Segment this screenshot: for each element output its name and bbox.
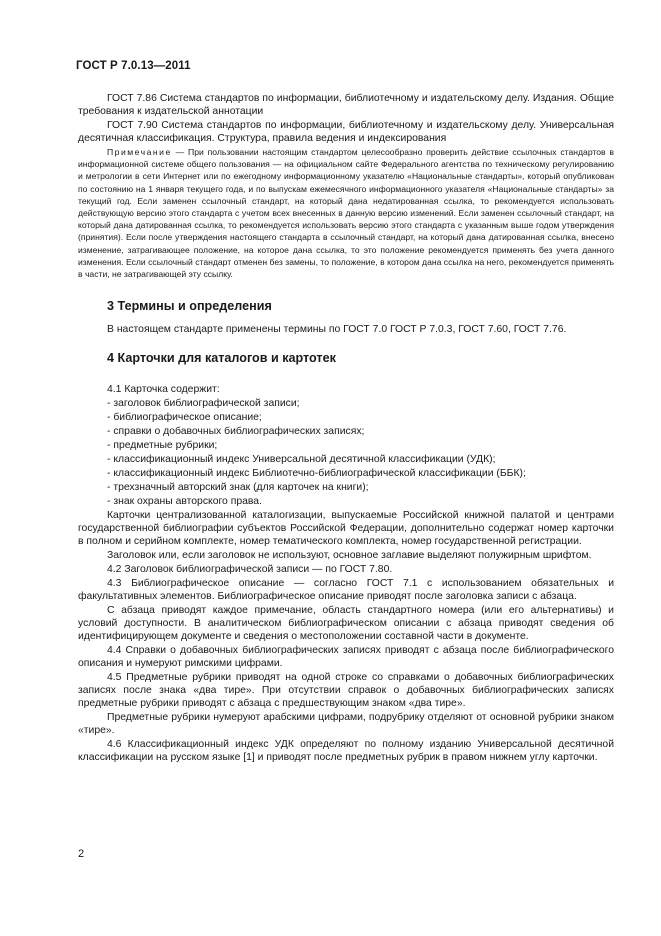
note-lead: Примечание <box>107 147 172 157</box>
list-item: - знак охраны авторского права. <box>107 496 262 507</box>
paragraph-subject-numbering: Предметные рубрики нумеруют арабскими цифрами, подрубрику отделяют от основной рубрики знаком «тире». <box>78 712 614 736</box>
reference-gost-7-90: ГОСТ 7.90 Система стандартов по информации, библиотечному и издательскому делу. Универсальная десятичная классификация. Структура, правила ведения и индексирования <box>78 120 614 144</box>
list-item: - классификационный индекс Универсальной десятичной классификации (УДК); <box>107 454 496 465</box>
paragraph-bold-heading: Заголовок или, если заголовок не используют, основное заглавие выделяют полужирным шрифтом. <box>107 550 592 561</box>
list-item: - предметные рубрики; <box>107 440 218 451</box>
paragraph-centralized-cataloging: Карточки централизованной каталогизации, выпускаемые Российской книжной палатой и центрами государственной библиографии субъектов Российской Федерации, дополнительно содержат номер карточки в полном и серийном комплекте, номер тематического комплекта, номер государственной регистрации. <box>78 510 614 547</box>
normative-note <box>78 146 614 280</box>
clause-4-5: 4.5 Предметные рубрики приводят на одной строке со справками о добавочных библиографических записях после знака «два тире». При отсутствии справок о добавочных библиографических записях предметные рубрики приводят с абзаца с предшествующим знаком «два тире». <box>78 672 614 709</box>
reference-gost-7-86: ГОСТ 7.86 Система стандартов по информации, библиотечному и издательскому делу. Издания. Общие требования к издательской аннотации <box>78 93 614 117</box>
note-text: — При пользовании настоящим стандартом целесообразно проверить действие ссылочных стандартов в информационной системе общего пользования — на официальном сайте Федерального агентства по техническому регулированию и метрологии в сети Интернет или по ежегодному информационному указателю «Национальные стандарты», который опубликован по состоянию на 1 января текущего года, и по выпускам ежемесячного информационного указателя «Национальные стандарты» за текущий год. Если заменен ссылочный стандарт, на который дана недатированная ссылка, то рекомендуется использовать действующую версию этого стандарта с учетом всех внесенных в данную версию изменений. Если заменен ссылочный стандарт, на который дана датированная ссылка, то рекомендуется использовать версию этого стандарта с указанным выше годом утверждения (принятия). Если после утверждения настоящего стандарта в ссылочный стандарт, на который дана датированная ссылка, внесено изменение, затрагивающее положение, на которое дана ссылка, то это положение рекомендуется применять без учета данного изменения. Если ссылочный стандарт отменен без замены, то положение, в котором дана ссылка на него, рекомендуется применять в части, не затрагивающей эту ссылку. <box>78 147 614 280</box>
clause-4-2: 4.2 Заголовок библиографической записи — по ГОСТ 7.80. <box>107 564 393 575</box>
section-3-heading: 3 Термины и определения <box>107 299 272 313</box>
clause-4-6: 4.6 Классификационный индекс УДК определяют по полному изданию Универсальной десятичной классификации на русском языке [1] и приводят после предметных рубрик в правом нижнем углу карточки. <box>78 739 614 763</box>
document-header: ГОСТ Р 7.0.13—2011 <box>76 60 191 72</box>
list-item: - трехзначный авторский знак (для карточек на книги); <box>107 482 369 493</box>
list-item: - заголовок библиографической записи; <box>107 398 300 409</box>
clause-4-3: 4.3 Библиографическое описание — согласно ГОСТ 7.1 с использованием обязательных и факультативных элементов. Библиографическое описание приводят после заголовка записи с абзаца. <box>78 578 614 602</box>
list-item: - справки о добавочных библиографических записях; <box>107 426 365 437</box>
page-number: 2 <box>78 848 85 860</box>
clause-4-1: 4.1 Карточка содержит: <box>107 384 220 395</box>
section-3-text: В настоящем стандарте применены термины по ГОСТ 7.0 ГОСТ Р 7.0.3, ГОСТ 7.60, ГОСТ 7.76. <box>107 324 567 335</box>
paragraph-notes-abzac: С абзаца приводят каждое примечание, область стандартного номера (или его альтернативы) и условий доступности. В аналитическом библиографическом описании с абзаца приводят сведения об идентифицирующем документе и сведения о местоположении составной части в документе. <box>78 605 614 642</box>
section-4-heading: 4 Карточки для каталогов и картотек <box>107 351 336 365</box>
list-item: - библиографическое описание; <box>107 412 262 423</box>
clause-4-4: 4.4 Справки о добавочных библиографических записях приводят с абзаца после библиографического описания и нумеруют римскими цифрами. <box>78 645 614 669</box>
list-item: - классификационный индекс Библиотечно-библиографической классификации (ББК); <box>107 468 526 479</box>
